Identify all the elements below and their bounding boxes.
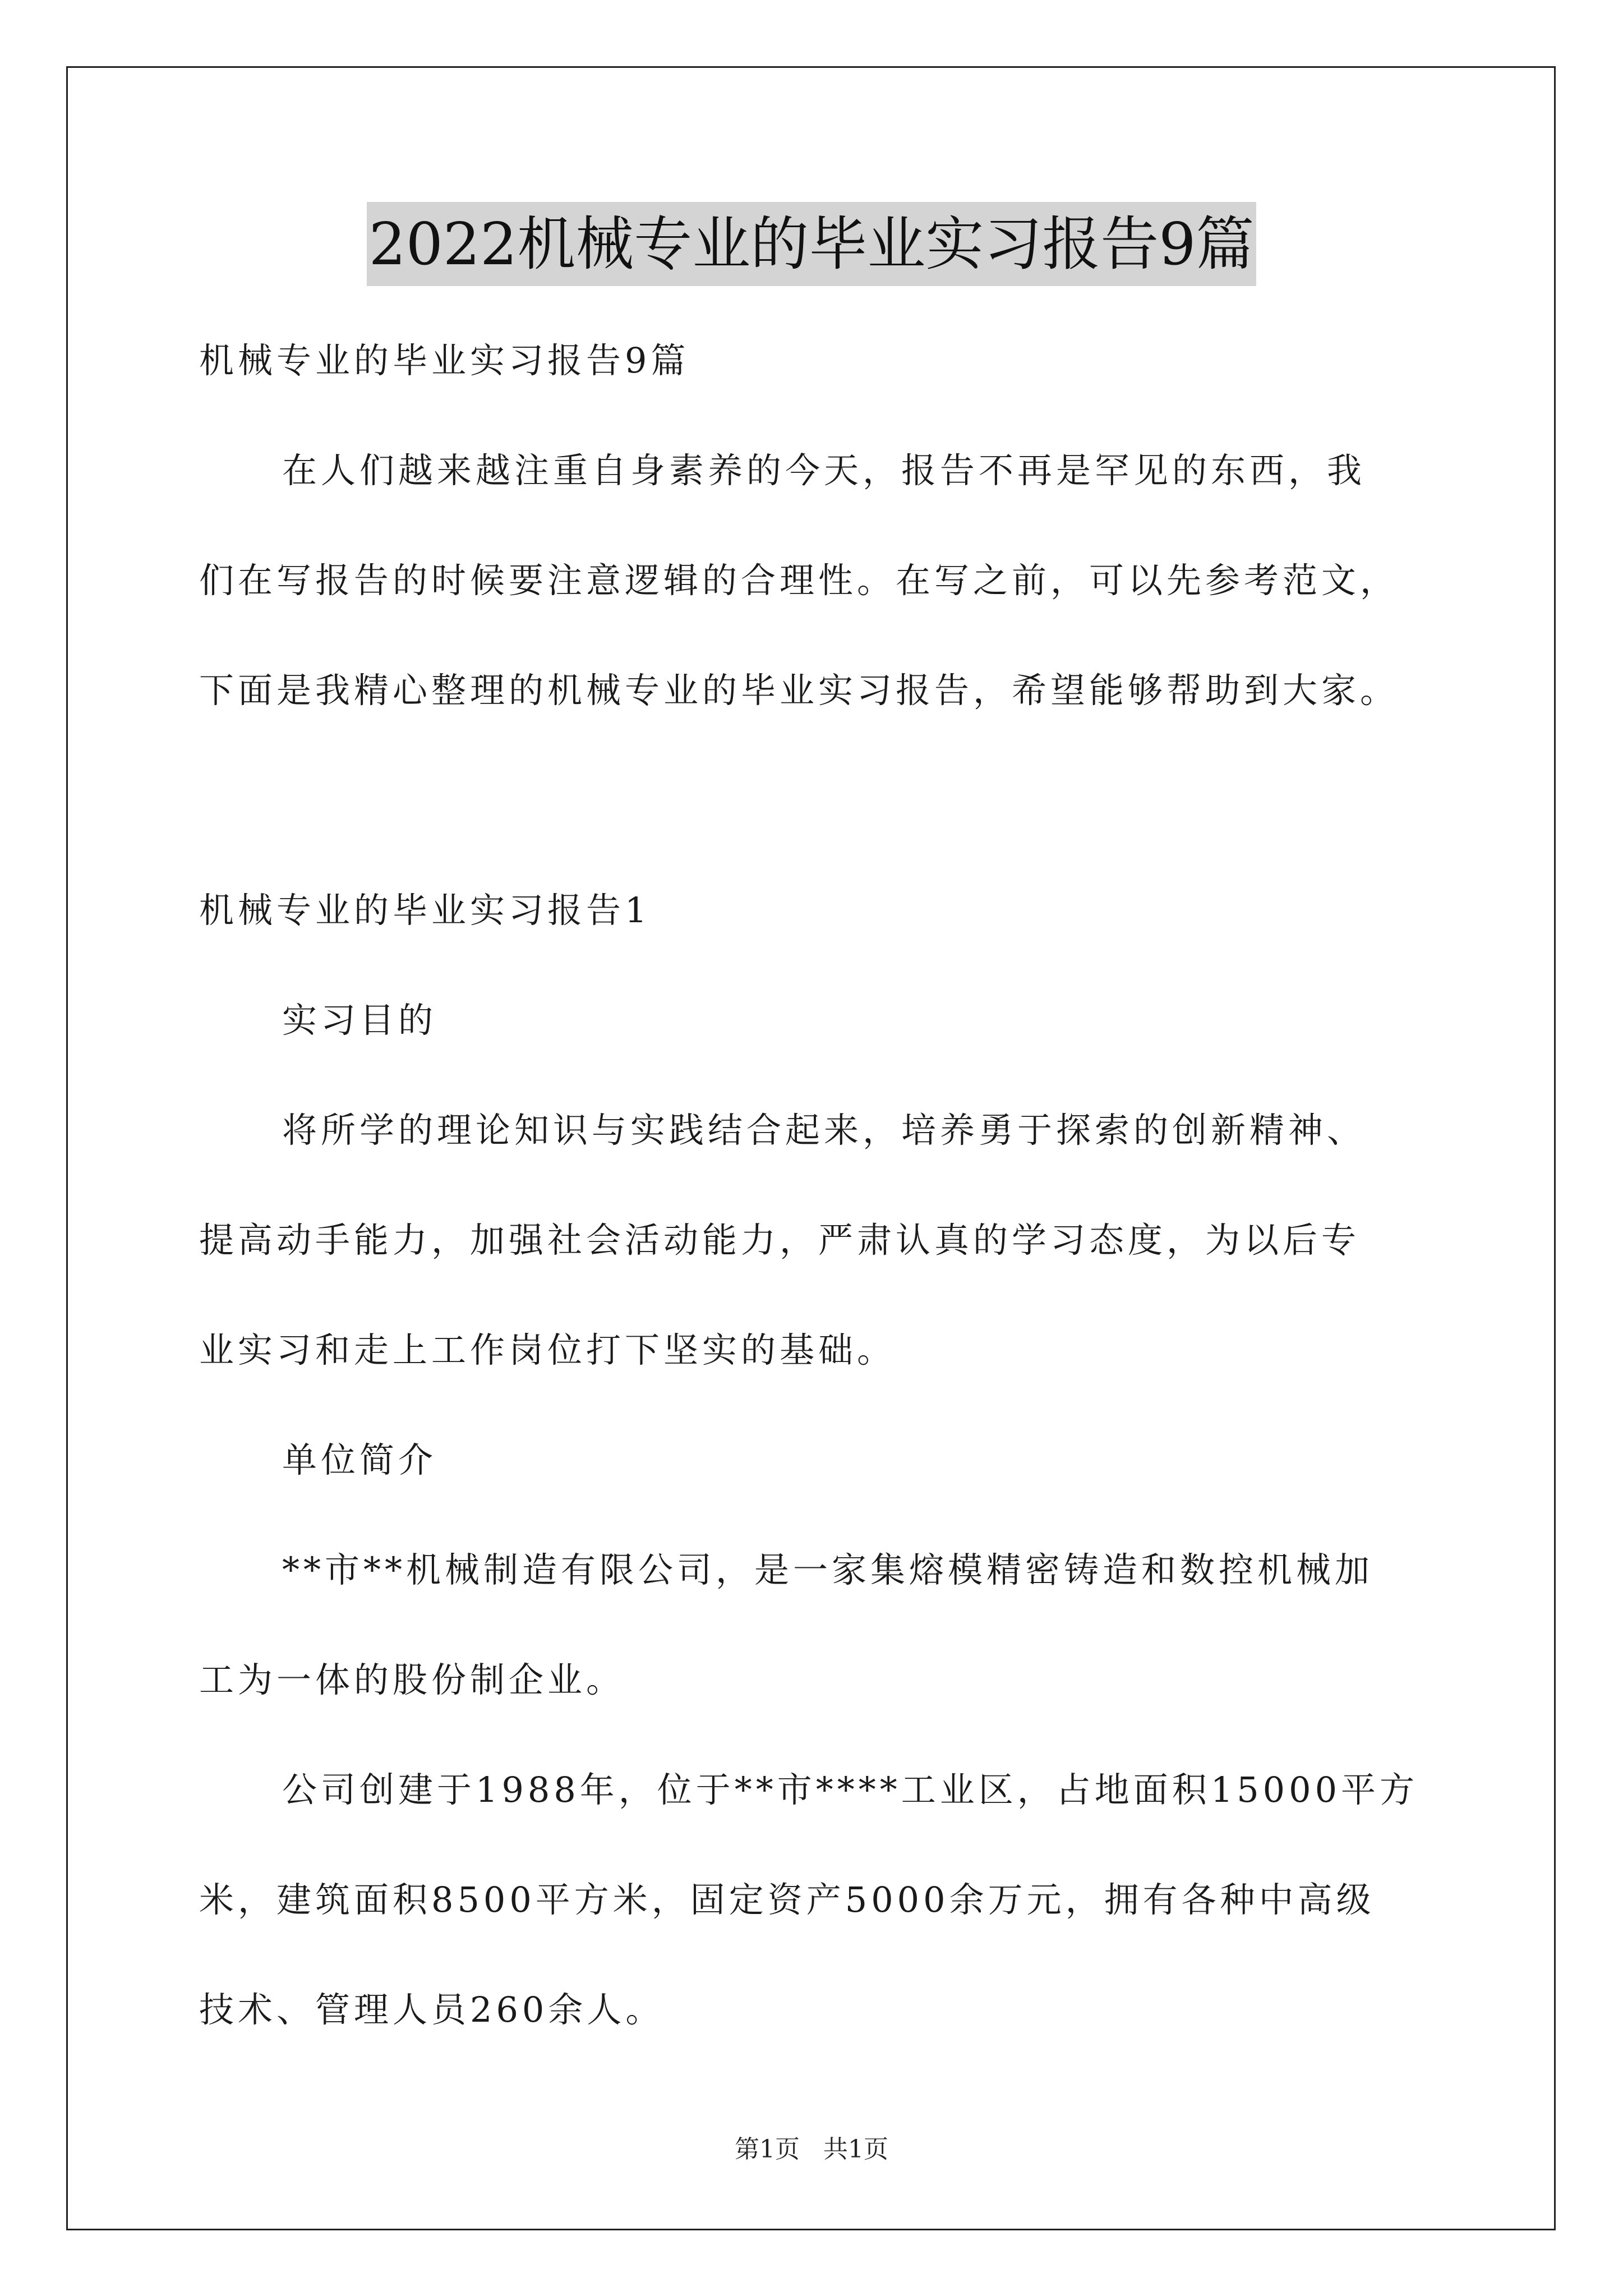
page-number-current: 第1页: [735, 2135, 800, 2164]
body-paragraph-line: 米，建筑面积8500平方米，固定资产5000余万元，拥有各种中高级: [199, 1879, 1375, 1920]
body-paragraph-line: 技术、管理人员260余人。: [199, 1989, 665, 2030]
page-footer: [0, 2129, 1623, 2165]
body-paragraph-line: 将所学的理论知识与实践结合起来，培养勇于探索的创新精神、: [282, 1110, 1366, 1151]
page-number-total: 共1页: [823, 2135, 888, 2164]
document-title: 2022机械专业的毕业实习报告9篇: [367, 202, 1257, 286]
body-paragraph-line: 业实习和走上工作岗位打下坚实的基础。: [199, 1329, 896, 1370]
body-paragraph-line: 工为一体的股份制企业。: [199, 1659, 625, 1700]
section-heading: 机械专业的毕业实习报告1: [199, 890, 651, 931]
intro-paragraph-line: 们在写报告的时候要注意逻辑的合理性。在写之前，可以先参考范文，: [199, 560, 1399, 601]
body-paragraph-line: 公司创建于1988年，位于**市****工业区，占地面积15000平方: [282, 1769, 1419, 1810]
subtitle-line: 机械专业的毕业实习报告9篇: [199, 340, 690, 381]
title-container: [0, 202, 1623, 286]
intro-paragraph-line: 下面是我精心整理的机械专业的毕业实习报告，希望能够帮助到大家。: [199, 670, 1399, 711]
subsection-heading: 单位简介: [282, 1439, 437, 1480]
intro-paragraph-line: 在人们越来越注重自身素养的今天，报告不再是罕见的东西，我: [282, 450, 1366, 491]
document-body: [199, 306, 1433, 2065]
body-paragraph-line: **市**机械制造有限公司，是一家集熔模精密铸造和数控机械加: [282, 1549, 1374, 1590]
subsection-heading: 实习目的: [282, 1000, 437, 1041]
body-paragraph-line: 提高动手能力，加强社会活动能力，严肃认真的学习态度，为以后专: [199, 1220, 1361, 1260]
